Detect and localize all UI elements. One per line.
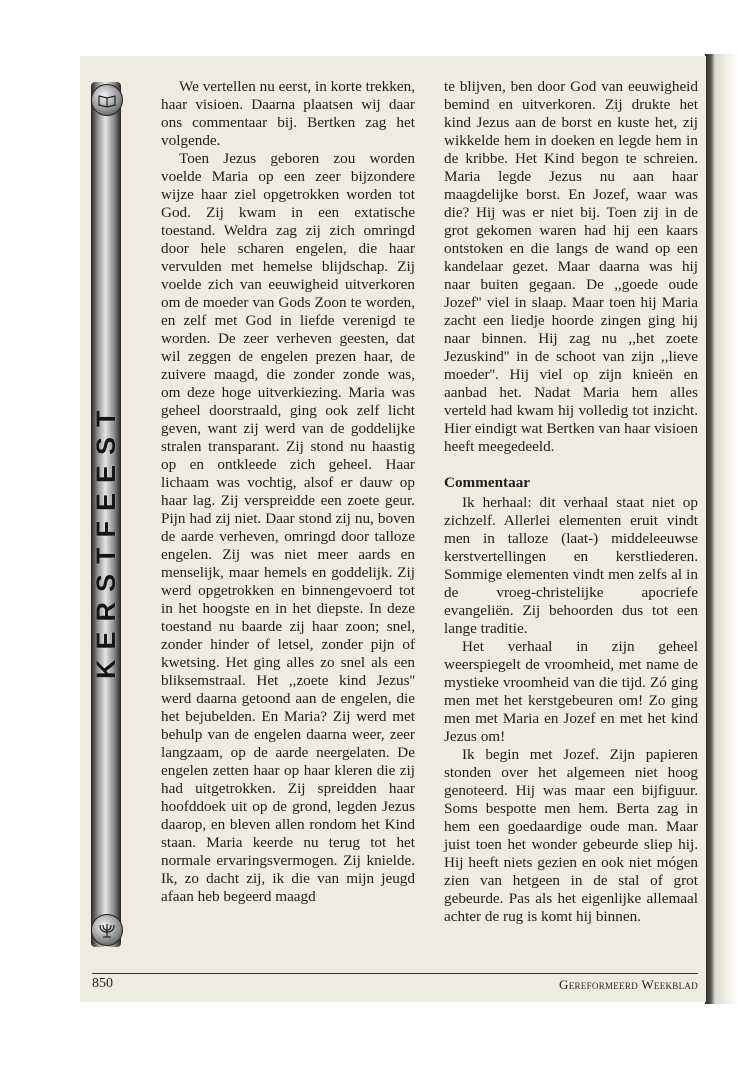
text-column-left: [161, 78, 415, 906]
footer-rule: [92, 973, 698, 974]
paragraph: Ik begin met Jozef. Zijn papieren stonden over het algemeen niet hoog genoteerd. Hij was maar een bijfiguur. Soms bespotte men hem. Berta zag in hem een goedaardige oude man. Maar juist toen het wonder gebeurde sliep hij. Hij heeft niets gezien en ook niet mógen zien van hetgeen in de stal of grot gebeurde. Pas als het eigenlijke allemaal achter de rug is komt hij binnen.: [444, 746, 698, 925]
paragraph: Toen Jezus geboren zou worden voelde Maria op een zeer bijzondere wijze haar ziel opgetrokken worden tot God. Zij kwam in een extatische toestand. Weldra zag zij zich omringd door hele scharen engelen, die haar vervulden met hemelse blijdschap. Zij voelde zich van eeuwigheid uitverkoren om de moeder van Gods Zoon te worden, en zelf met God in liefde verenigd te worden. De zeer verheven geesten, dat wil zeggen de engelen prezen haar, de zuivere maagd, die zonder zonde was, om deze hoge uitverkiezing. Maria was geheel doorstraald, ging ook zelf licht geven, want zij werd van de goddelijke stralen transparant. Zij stond nu haastig op en ontkleede zich geheel. Haar lichaam was vochtig, alsof er dauw op haar lag. Zij verspreidde een zoete geur. Pijn had zij niet. Daar stond zij nu, boven de aarde verheven, omringd door talloze engelen. Zij was niet meer aards en menselijk, maar hemels en goddelijk. Zij werd opgetrokken en binnengevoerd tot in het hoogste en in het diepste. In deze toestand nu baarde zij haar zoon; snel, zonder hinder of letsel, zonder pijn of kwetsing. Het ging alles zo snel als een bliksemstraal. Het ,,zoete kind Jezus'' werd daarna getoond aan de engelen, die het bejubelden. En Maria? Zij werd met behulp van de engelen daarna weer, zeer langzaam, op de aarde neergelaten. De engelen zetten haar op haar kleren die zij had uitgetrokken. Zij spreidden haar hoofddoek uit op de grond, legden Jezus daarop, en bleven allen rondom het Kind staan. Maria keerde nu terug tot het normale ervaringsvermogen. Zij knielde. Ik, zo dacht zij, ik die van mijn jeugd afaan heb begeerd maagd: [161, 150, 415, 905]
open-book-icon: [92, 85, 122, 115]
book-emblem-icon: [91, 84, 123, 116]
paragraph: We vertellen nu eerst, in korte trekken, haar visioen. Daarna plaatsen wij daar ons commentaar bij. Bertken zag het volgende.: [161, 78, 415, 149]
paragraph: te blijven, ben door God van eeuwigheid bemind en uitverkoren. Zij drukte het kind Jezus aan de borst en kuste het, zij wikkelde hem in doeken en legde hem in de kribbe. Het Kind begon te schreien. Maria legde Jezus nu aan haar maagdelijke borst. En Jozef, waar was die? Hij was er niet bij. Toen zij in de grot gekomen waren had hij een kaars ontstoken en die langs de wand op een kandelaar gezet. Maar daarna was hij naar buiten gegaan. De ,,goede oude Jozef'' viel in slaap. Maar toen hij Maria zacht een liedje hoorde zingen ging hij naar binnen. Hij zag nu ,,het zoete Jezuskind'' in de schoot van zijn ,,lieve moeder''. Hij viel op zijn knieën en aanbad het. Nadat Maria hem alles verteld had kwam hij volledig tot inzicht. Hier eindigt wat Bertken van haar visioen heeft meegedeeld.: [444, 78, 698, 455]
paragraph: Ik herhaal: dit verhaal staat niet op zichzelf. Allerlei elementen eruit vindt men in talloze (laat-) middeleeuwse kerstvertellingen en kerstliederen. Sommige elementen vindt men zelfs al in de vroeg-christelijke apocriefe evangeliën. Zij behoorden dus tot een lange traditie.: [444, 494, 698, 637]
page-number: 850: [92, 976, 113, 991]
section-heading: Commentaar: [444, 474, 531, 491]
text-column-right: [444, 78, 698, 926]
menorah-emblem-icon: [91, 914, 123, 946]
menorah-icon: [92, 915, 122, 945]
paragraph: Het verhaal in zijn geheel weerspiegelt de vroomheid, met name de mystieke vroomheid van die tijd. Zó ging men met het kerstgebeuren om! Zo ging men met Maria en Jozef en met het kind Jezus om!: [444, 638, 698, 745]
book-spine-shadow: [705, 54, 738, 1004]
section-title-vertical: KERSTFEEST: [91, 400, 121, 680]
publication-masthead: Gereformeerd Weekblad: [559, 977, 698, 992]
